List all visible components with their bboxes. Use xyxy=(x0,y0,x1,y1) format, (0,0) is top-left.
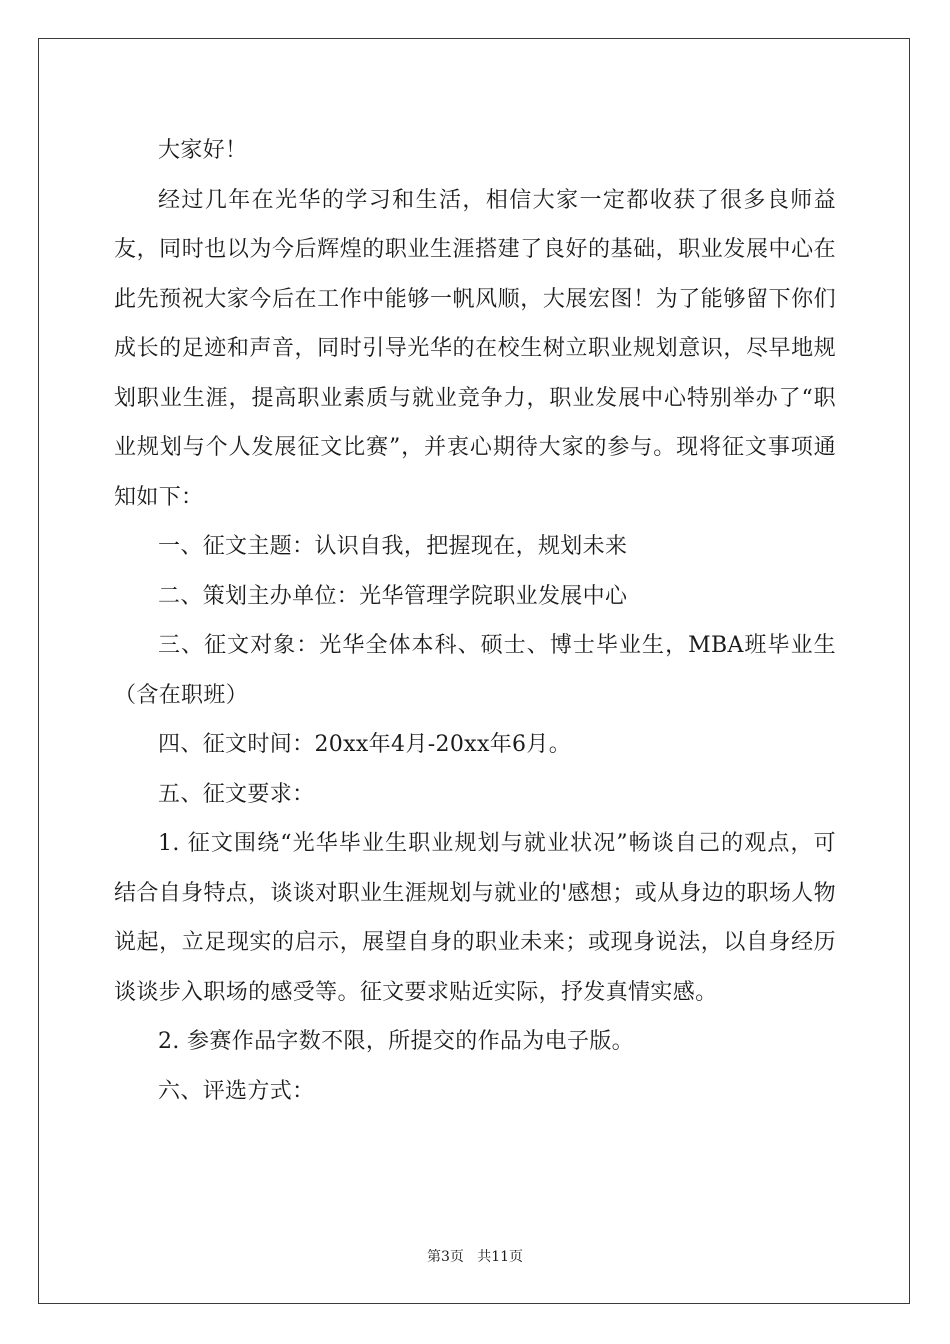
document-body xyxy=(114,126,836,1116)
audience-paragraph: 三、征文对象：光华全体本科、硕士、博士毕业生，MBA班毕业生（含在职班） xyxy=(114,633,836,708)
page-number-footer: 第3页 共11页 xyxy=(426,1249,524,1265)
greeting-paragraph: 大家好！ xyxy=(158,138,248,163)
requirement-1-paragraph: 1. 征文围绕“光华毕业生职业规划与就业状况”畅谈自己的观点，可结合自身特点，谈谈对职业生涯规划与就业的'感想；或从身边的职场人物说起，立足现实的启示，展望自身的职业未来；或现身说法，以自身经历谈谈步入职场的感受等。征文要求贴近实际，抒发真情实感。 xyxy=(114,831,836,1005)
selection-heading: 六、评选方式： xyxy=(158,1078,315,1104)
organizer-paragraph: 二、策划主办单位：光华管理学院职业发展中心 xyxy=(158,583,628,609)
intro-paragraph: 经过几年在光华的学习和生活，相信大家一定都收获了很多良师益友，同时也以为今后辉煌的职业生涯搭建了良好的基础，职业发展中心在此先预祝大家今后在工作中能够一帆风顺，大展宏图！为了能够留下你们成长的足迹和声音，同时引导光华的在校生树立职业规划意识，尽早地规划职业生涯，提高职业素质与就业竞争力，职业发展中心特别举办了“职业规划与个人发展征文比赛”，并衷心期待大家的参与。现将征文事项通知如下： xyxy=(114,187,836,510)
requirement-2-paragraph: 2. 参赛作品字数不限，所提交的作品为电子版。 xyxy=(158,1029,635,1054)
requirements-heading: 五、征文要求： xyxy=(158,781,315,807)
time-paragraph: 四、征文时间：20xx年4月-20xx年6月。 xyxy=(158,732,572,757)
theme-paragraph: 一、征文主题：认识自我，把握现在，规划未来 xyxy=(158,534,628,559)
